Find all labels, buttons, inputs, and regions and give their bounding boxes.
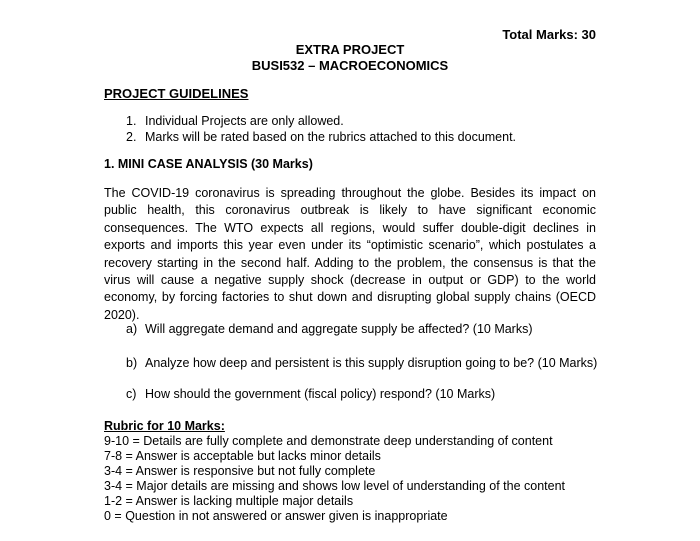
question-label: b) <box>126 356 138 370</box>
question-c <box>126 387 495 401</box>
guideline-text: Individual Projects are only allowed. <box>145 114 344 128</box>
guideline-item <box>126 113 516 129</box>
rubric-item: 3-4 = Answer is responsive but not fully complete <box>104 464 376 478</box>
rubric-item: 3-4 = Major details are missing and shows low level of understanding of the content <box>104 479 566 493</box>
question-label: c) <box>126 387 137 401</box>
rubric-item: 7-8 = Answer is acceptable but lacks minor details <box>104 449 381 463</box>
case-paragraph: The COVID-19 coronavirus is spreading throughout the globe. Besides its impact on public health, this coronavirus outbreak is likely to have significant economic consequences. The WTO expects all regions, would suffer double-digit declines in exports and imports this year even under its “optimistic scenario”, which postulates a recovery starting in the second half. Adding to the problem, the consensus is that the virus will cause a negative supply shock (decrease in output or GDP) to the world economy, by forcing factories to shut down and disrupting global supply chains (OECD 2020). <box>104 186 596 322</box>
section-heading: 1. MINI CASE ANALYSIS (30 Marks) <box>104 157 313 171</box>
rubric-heading: Rubric for 10 Marks: <box>104 419 225 433</box>
question-a <box>126 322 533 336</box>
guidelines-heading: PROJECT GUIDELINES <box>104 86 249 101</box>
question-b <box>126 356 597 370</box>
document-title: EXTRA PROJECT <box>295 42 405 57</box>
question-text: How should the government (fiscal policy) respond? (10 Marks) <box>145 387 496 401</box>
guideline-text: Marks will be rated based on the rubrics attached to this document. <box>145 130 517 144</box>
question-text: Analyze how deep and persistent is this supply disruption going to be? (10 Marks) <box>145 356 598 370</box>
guidelines-list <box>126 113 516 145</box>
total-marks: Total Marks: 30 <box>502 27 596 42</box>
course-title: BUSI532 – MACROECONOMICS <box>251 58 449 73</box>
question-label: a) <box>126 322 138 336</box>
guideline-item <box>126 129 516 145</box>
guideline-number: 2. <box>126 130 137 144</box>
rubric-list <box>104 434 565 524</box>
rubric-item: 1-2 = Answer is lacking multiple major details <box>104 494 354 508</box>
rubric-item: 9-10 = Details are fully complete and demonstrate deep understanding of content <box>104 434 553 448</box>
guideline-number: 1. <box>126 114 137 128</box>
question-text: Will aggregate demand and aggregate supply be affected? (10 Marks) <box>145 322 533 336</box>
rubric-item: 0 = Question in not answered or answer given is inappropriate <box>104 509 448 523</box>
